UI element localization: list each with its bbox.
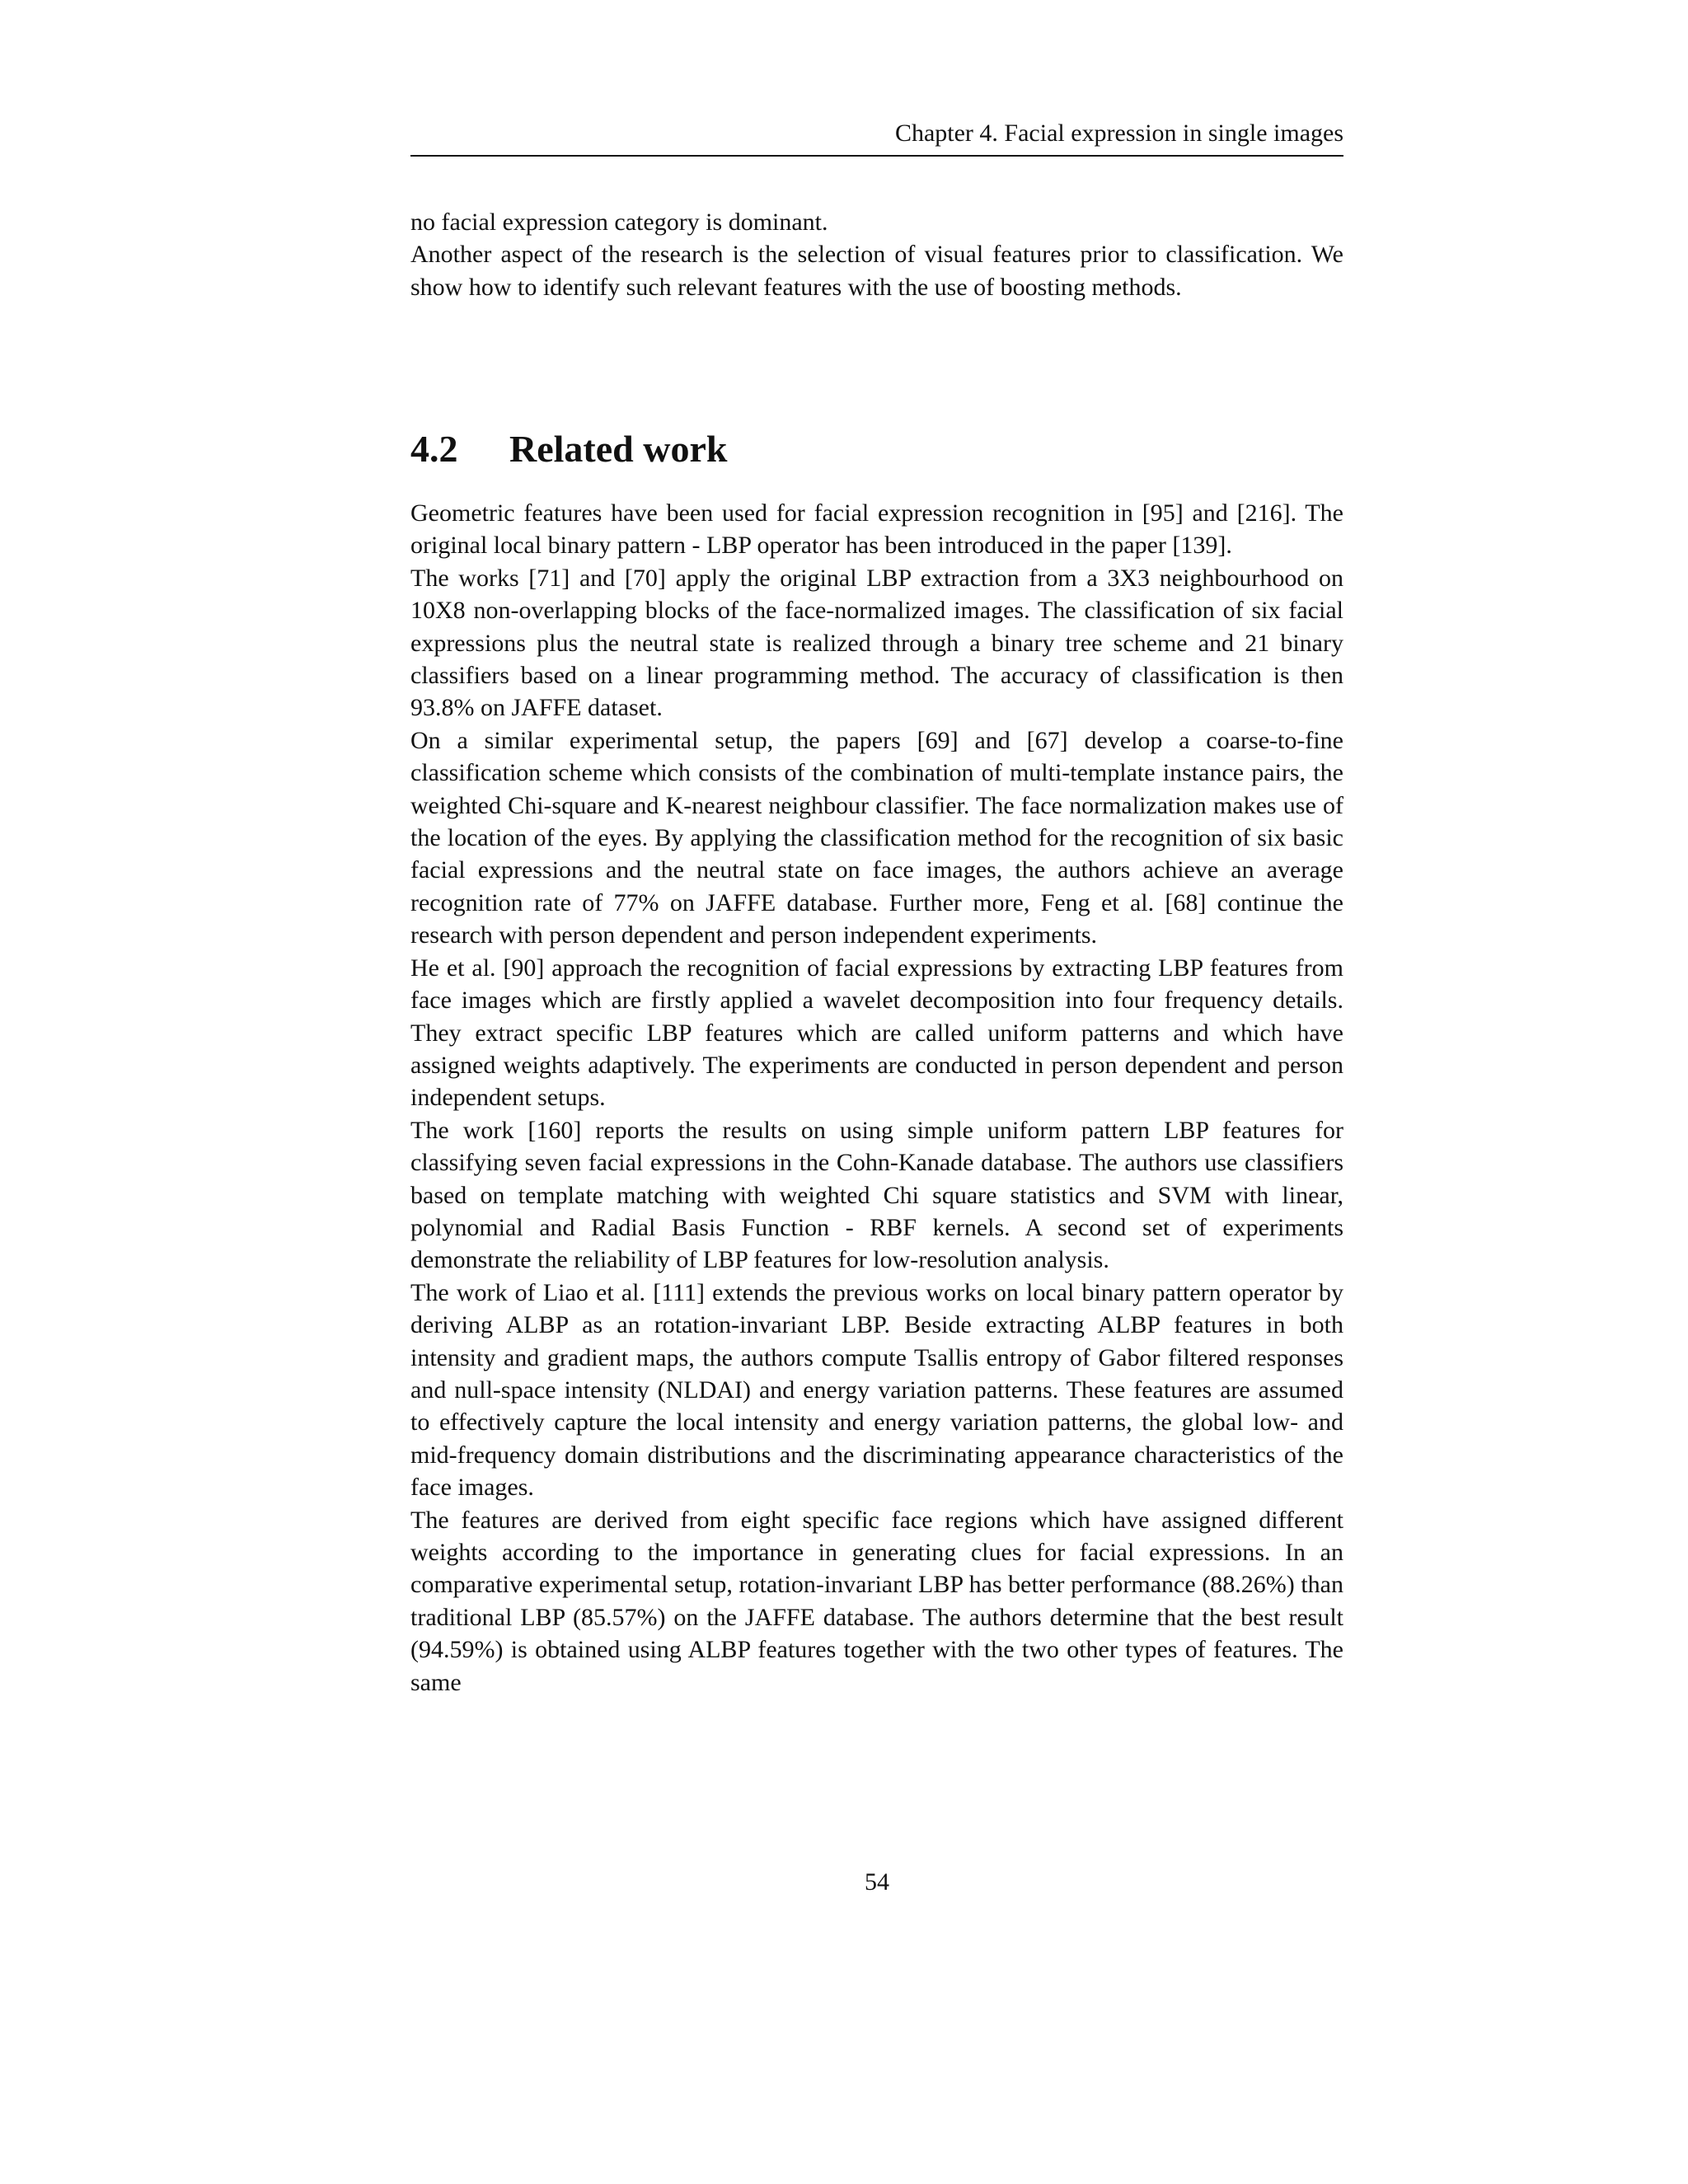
section-heading bbox=[410, 420, 1343, 478]
paragraph: Another aspect of the research is the selection of visual features prior to classification. We show how to identify such relevant features with the use of boosting methods. bbox=[410, 241, 1343, 301]
paragraph: The features are derived from eight specific face regions which have assigned different weights according to the importance in generating clues for facial expressions. In an comparative experimental setup, rotation-invariant LBP has better performance (88.26%) than traditional LBP (85.57%) on the JAFFE database. The authors determine that the best result (94.59%) is obtained using ALBP features together with the two other types of features. The same bbox=[410, 1506, 1343, 1696]
chapter-title: Chapter 4. Facial expression in single images bbox=[894, 120, 1343, 147]
paragraph: On a similar experimental setup, the papers [69] and [67] develop a coarse-to-fine classification scheme which consists of the combination of multi-template instance pairs, the weighted Chi-square and K-nearest neighbour classifier. The face normalization makes use of the location of the eyes. By applying the classification method for the recognition of six basic facial expressions and the neutral state on face images, the authors achieve an average recognition rate of 77% on JAFFE database. Further more, Feng et al. [68] continue the research with person dependent and person independent experiments. bbox=[410, 726, 1343, 949]
section-body bbox=[410, 497, 1343, 1699]
paragraph: Geometric features have been used for facial expression recognition in [95] and [216]. The original local binary pattern - LBP operator has been introduced in the paper [139]. bbox=[410, 499, 1343, 560]
section-title: Related work bbox=[509, 428, 728, 470]
paragraph: He et al. [90] approach the recognition of facial expressions by extracting LBP features from face images which are firstly applied a wavelet decomposition into four frequency details. They extract specific LBP features which are called uniform patterns and which have assigned weights adaptively. The experiments are conducted in person dependent and person independent setups. bbox=[410, 954, 1343, 1112]
paragraph: no facial expression category is dominant. bbox=[410, 209, 828, 236]
paragraph: The work of Liao et al. [111] extends the previous works on local binary pattern operator by deriving ALBP as an rotation-invariant LBP. Beside extracting ALBP features in both intensity and gradient maps, the authors compute Tsallis entropy of Gabor filtered responses and null-space intensity (NLDAI) and energy variation patterns. These features are assumed to effectively capture the local intensity and energy variation patterns, the global low- and mid-frequency domain distributions and the discriminating appearance characteristics of the face images. bbox=[410, 1278, 1343, 1502]
paragraph: The works [71] and [70] apply the original LBP extraction from a 3X3 neighbourhood on 10X8 non-overlapping blocks of the face-normalized images. The classification of six facial expressions plus the neutral state is realized through a binary tree scheme and 21 binary classifiers based on a linear programming method. The accuracy of classification is then 93.8% on JAFFE dataset. bbox=[410, 564, 1343, 722]
page-number: 54 bbox=[865, 1868, 889, 1896]
running-header bbox=[410, 117, 1343, 157]
paragraph: The work [160] reports the results on using simple uniform pattern LBP features for classifying seven facial expressions in the Cohn-Kanade database. The authors use classifiers based on template matching with weighted Chi square statistics and SVM with linear, polynomial and Radial Basis Function - RBF kernels. A second set of experiments demonstrate the reliability of LBP features for low-resolution analysis. bbox=[410, 1116, 1343, 1274]
section-number: 4.2 bbox=[410, 428, 458, 470]
intro-text bbox=[410, 206, 1343, 303]
